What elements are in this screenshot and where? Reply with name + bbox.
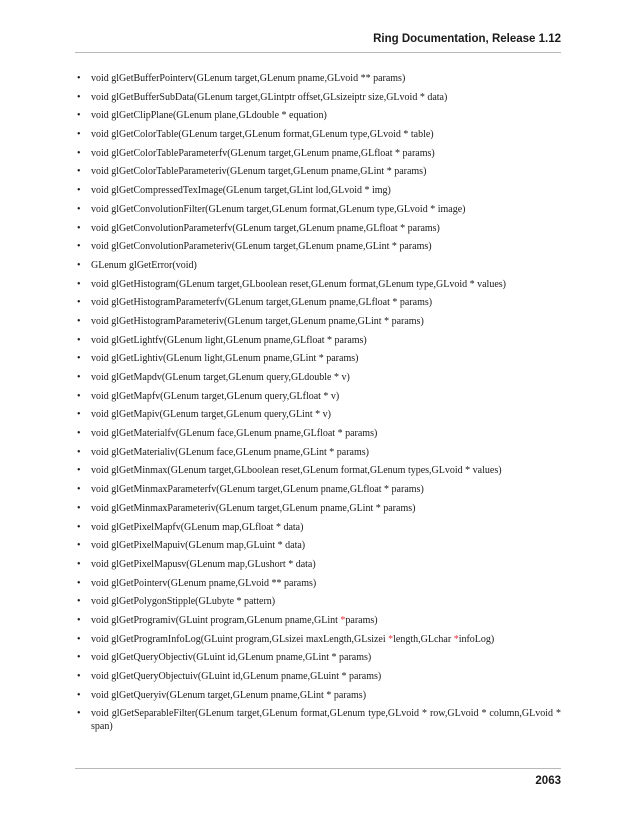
function-signature: void glGetHistogramParameteriv(GLenum target,GLenum pname,GLint * params): [91, 315, 424, 327]
list-item: [75, 707, 561, 733]
function-signature: void glGetMapdv(GLenum target,GLenum query,GLdouble * v): [91, 372, 350, 383]
function-signature: void glGetPixelMapusv(GLenum map,GLushort * data): [91, 558, 316, 570]
list-item: [75, 72, 561, 91]
list-item: [75, 558, 561, 577]
list-item: [75, 352, 561, 371]
list-item: [75, 128, 561, 147]
bullet: •: [77, 278, 81, 290]
document-title: Ring Documentation, Release 1.12: [373, 33, 561, 45]
list-item: [75, 278, 561, 297]
page-number: 2063: [535, 775, 561, 787]
bullet: •: [77, 91, 81, 103]
function-signature: void glGetPolygonStipple(GLubyte * pattern): [91, 596, 276, 608]
bullet: •: [77, 390, 81, 402]
list-item: [75, 315, 561, 334]
function-signature: void glGetConvolutionParameterfv(GLenum target,GLenum pname,GLfloat * params): [91, 222, 440, 234]
function-signature: void glGetColorTableParameterfv(GLenum target,GLenum pname,GLfloat * params): [91, 147, 435, 159]
list-item: [75, 390, 561, 409]
bullet: •: [77, 484, 81, 496]
bullet: •: [77, 446, 81, 458]
bullet: •: [77, 708, 81, 720]
function-signature: GLenum glGetError(void): [91, 259, 197, 271]
function-signature: void glGetMapiv(GLenum target,GLenum query,GLint * v): [91, 409, 331, 421]
bullet: •: [77, 315, 81, 327]
list-item: [75, 109, 561, 128]
bullet: •: [77, 147, 81, 159]
function-signature: void glGetHistogramParameterfv(GLenum target,GLenum pname,GLfloat * params): [91, 297, 433, 309]
page-footer: [75, 768, 561, 805]
bullet: •: [77, 166, 81, 178]
list-item: [75, 483, 561, 502]
highlighted-asterisk: *: [340, 614, 346, 626]
bullet: •: [77, 558, 81, 570]
list-item: [75, 502, 561, 521]
function-signature: void glGetMaterialfv(GLenum face,GLenum pname,GLfloat * params): [91, 428, 378, 440]
bullet: •: [77, 577, 81, 589]
list-item: [75, 670, 561, 689]
list-item: [75, 427, 561, 446]
list-item: [75, 577, 561, 596]
function-signature: void glGetQueryObjectuiv(GLuint id,GLenum pname,GLuint * params): [91, 671, 382, 682]
bullet: •: [77, 334, 81, 346]
list-item: [75, 633, 561, 652]
bullet: •: [77, 614, 81, 626]
bullet: •: [77, 110, 81, 122]
list-item: [75, 371, 561, 390]
list-item: [75, 184, 561, 203]
function-signature: void glGetProgramiv(GLuint program,GLenum pname,GLint *params): [91, 614, 378, 626]
bullet: •: [77, 241, 81, 253]
list-item: [75, 595, 561, 614]
list-item: [75, 539, 561, 558]
bullet: •: [77, 671, 81, 682]
bullet: •: [77, 203, 81, 215]
function-list: [75, 72, 561, 733]
bullet: •: [77, 73, 81, 84]
running-header: [75, 30, 561, 53]
function-signature: void glGetHistogram(GLenum target,GLboolean reset,GLenum format,GLenum type,GLvoid * values): [91, 278, 506, 290]
list-item: [75, 614, 561, 633]
bullet: •: [77, 297, 81, 309]
function-signature: void glGetPointerv(GLenum pname,GLvoid ** params): [91, 577, 317, 589]
function-signature: void glGetProgramInfoLog(GLuint program,GLsizei maxLength,GLsizei *length,GLchar *infoLog): [91, 633, 495, 645]
highlighted-asterisk: *: [388, 633, 394, 645]
bullet: •: [77, 596, 81, 608]
function-signature: void glGetMinmaxParameterfv(GLenum target,GLenum pname,GLfloat * params): [91, 484, 424, 496]
function-signature: void glGetMaterialiv(GLenum face,GLenum pname,GLint * params): [91, 446, 369, 458]
function-signature: void glGetSeparableFilter(GLenum target,GLenum format,GLenum type,GLvoid * row,GLvoid * column,GLvoid * span): [91, 708, 561, 733]
bullet: •: [77, 502, 81, 514]
function-signature: void glGetQueryiv(GLenum target,GLenum pname,GLint * params): [91, 689, 367, 701]
bullet: •: [77, 129, 81, 141]
bullet: •: [77, 409, 81, 421]
list-item: [75, 651, 561, 670]
list-item: [75, 203, 561, 222]
bullet: •: [77, 521, 81, 533]
function-signature: void glGetBufferSubData(GLenum target,GLintptr offset,GLsizeiptr size,GLvoid * data): [91, 91, 448, 103]
list-item: [75, 259, 561, 278]
function-signature: void glGetLightfv(GLenum light,GLenum pname,GLfloat * params): [91, 334, 367, 346]
function-signature: void glGetBufferPointerv(GLenum target,GLenum pname,GLvoid ** params): [91, 73, 406, 84]
highlighted-asterisk: *: [453, 633, 459, 645]
list-item: [75, 464, 561, 483]
bullet: •: [77, 222, 81, 234]
list-item: [75, 446, 561, 465]
list-item: [75, 408, 561, 427]
bullet: •: [77, 540, 81, 552]
bullet: •: [77, 652, 81, 664]
function-signature: void glGetClipPlane(GLenum plane,GLdouble * equation): [91, 110, 327, 122]
function-signature: void glGetMinmaxParameteriv(GLenum target,GLenum pname,GLint * params): [91, 502, 416, 514]
function-signature: void glGetColorTable(GLenum target,GLenum format,GLenum type,GLvoid * table): [91, 129, 434, 141]
list-item: [75, 240, 561, 259]
function-signature: void glGetConvolutionFilter(GLenum target,GLenum format,GLenum type,GLvoid * image): [91, 203, 466, 215]
bullet: •: [77, 465, 81, 477]
list-item: [75, 91, 561, 110]
list-item: [75, 296, 561, 315]
list-item: [75, 147, 561, 166]
bullet: •: [77, 372, 81, 383]
function-signature: void glGetPixelMapfv(GLenum map,GLfloat * data): [91, 521, 304, 533]
list-item: [75, 689, 561, 708]
function-signature: void glGetConvolutionParameteriv(GLenum target,GLenum pname,GLint * params): [91, 241, 432, 253]
function-signature: void glGetColorTableParameteriv(GLenum target,GLenum pname,GLint * params): [91, 166, 427, 178]
function-signature: void glGetQueryObjectiv(GLuint id,GLenum pname,GLint * params): [91, 652, 372, 664]
function-signature: void glGetLightiv(GLenum light,GLenum pname,GLint * params): [91, 353, 359, 365]
bullet: •: [77, 428, 81, 440]
list-item: [75, 334, 561, 353]
function-signature: void glGetPixelMapuiv(GLenum map,GLuint * data): [91, 540, 306, 552]
function-signature: void glGetMinmax(GLenum target,GLboolean reset,GLenum format,GLenum types,GLvoid * values): [91, 465, 502, 477]
function-signature: void glGetCompressedTexImage(GLenum target,GLint lod,GLvoid * img): [91, 185, 391, 197]
bullet: •: [77, 689, 81, 701]
bullet: •: [77, 353, 81, 365]
list-item: [75, 222, 561, 241]
list-item: [75, 521, 561, 540]
list-item: [75, 165, 561, 184]
function-signature: void glGetMapfv(GLenum target,GLenum query,GLfloat * v): [91, 390, 340, 402]
bullet: •: [77, 259, 81, 271]
bullet: •: [77, 633, 81, 645]
bullet: •: [77, 185, 81, 197]
